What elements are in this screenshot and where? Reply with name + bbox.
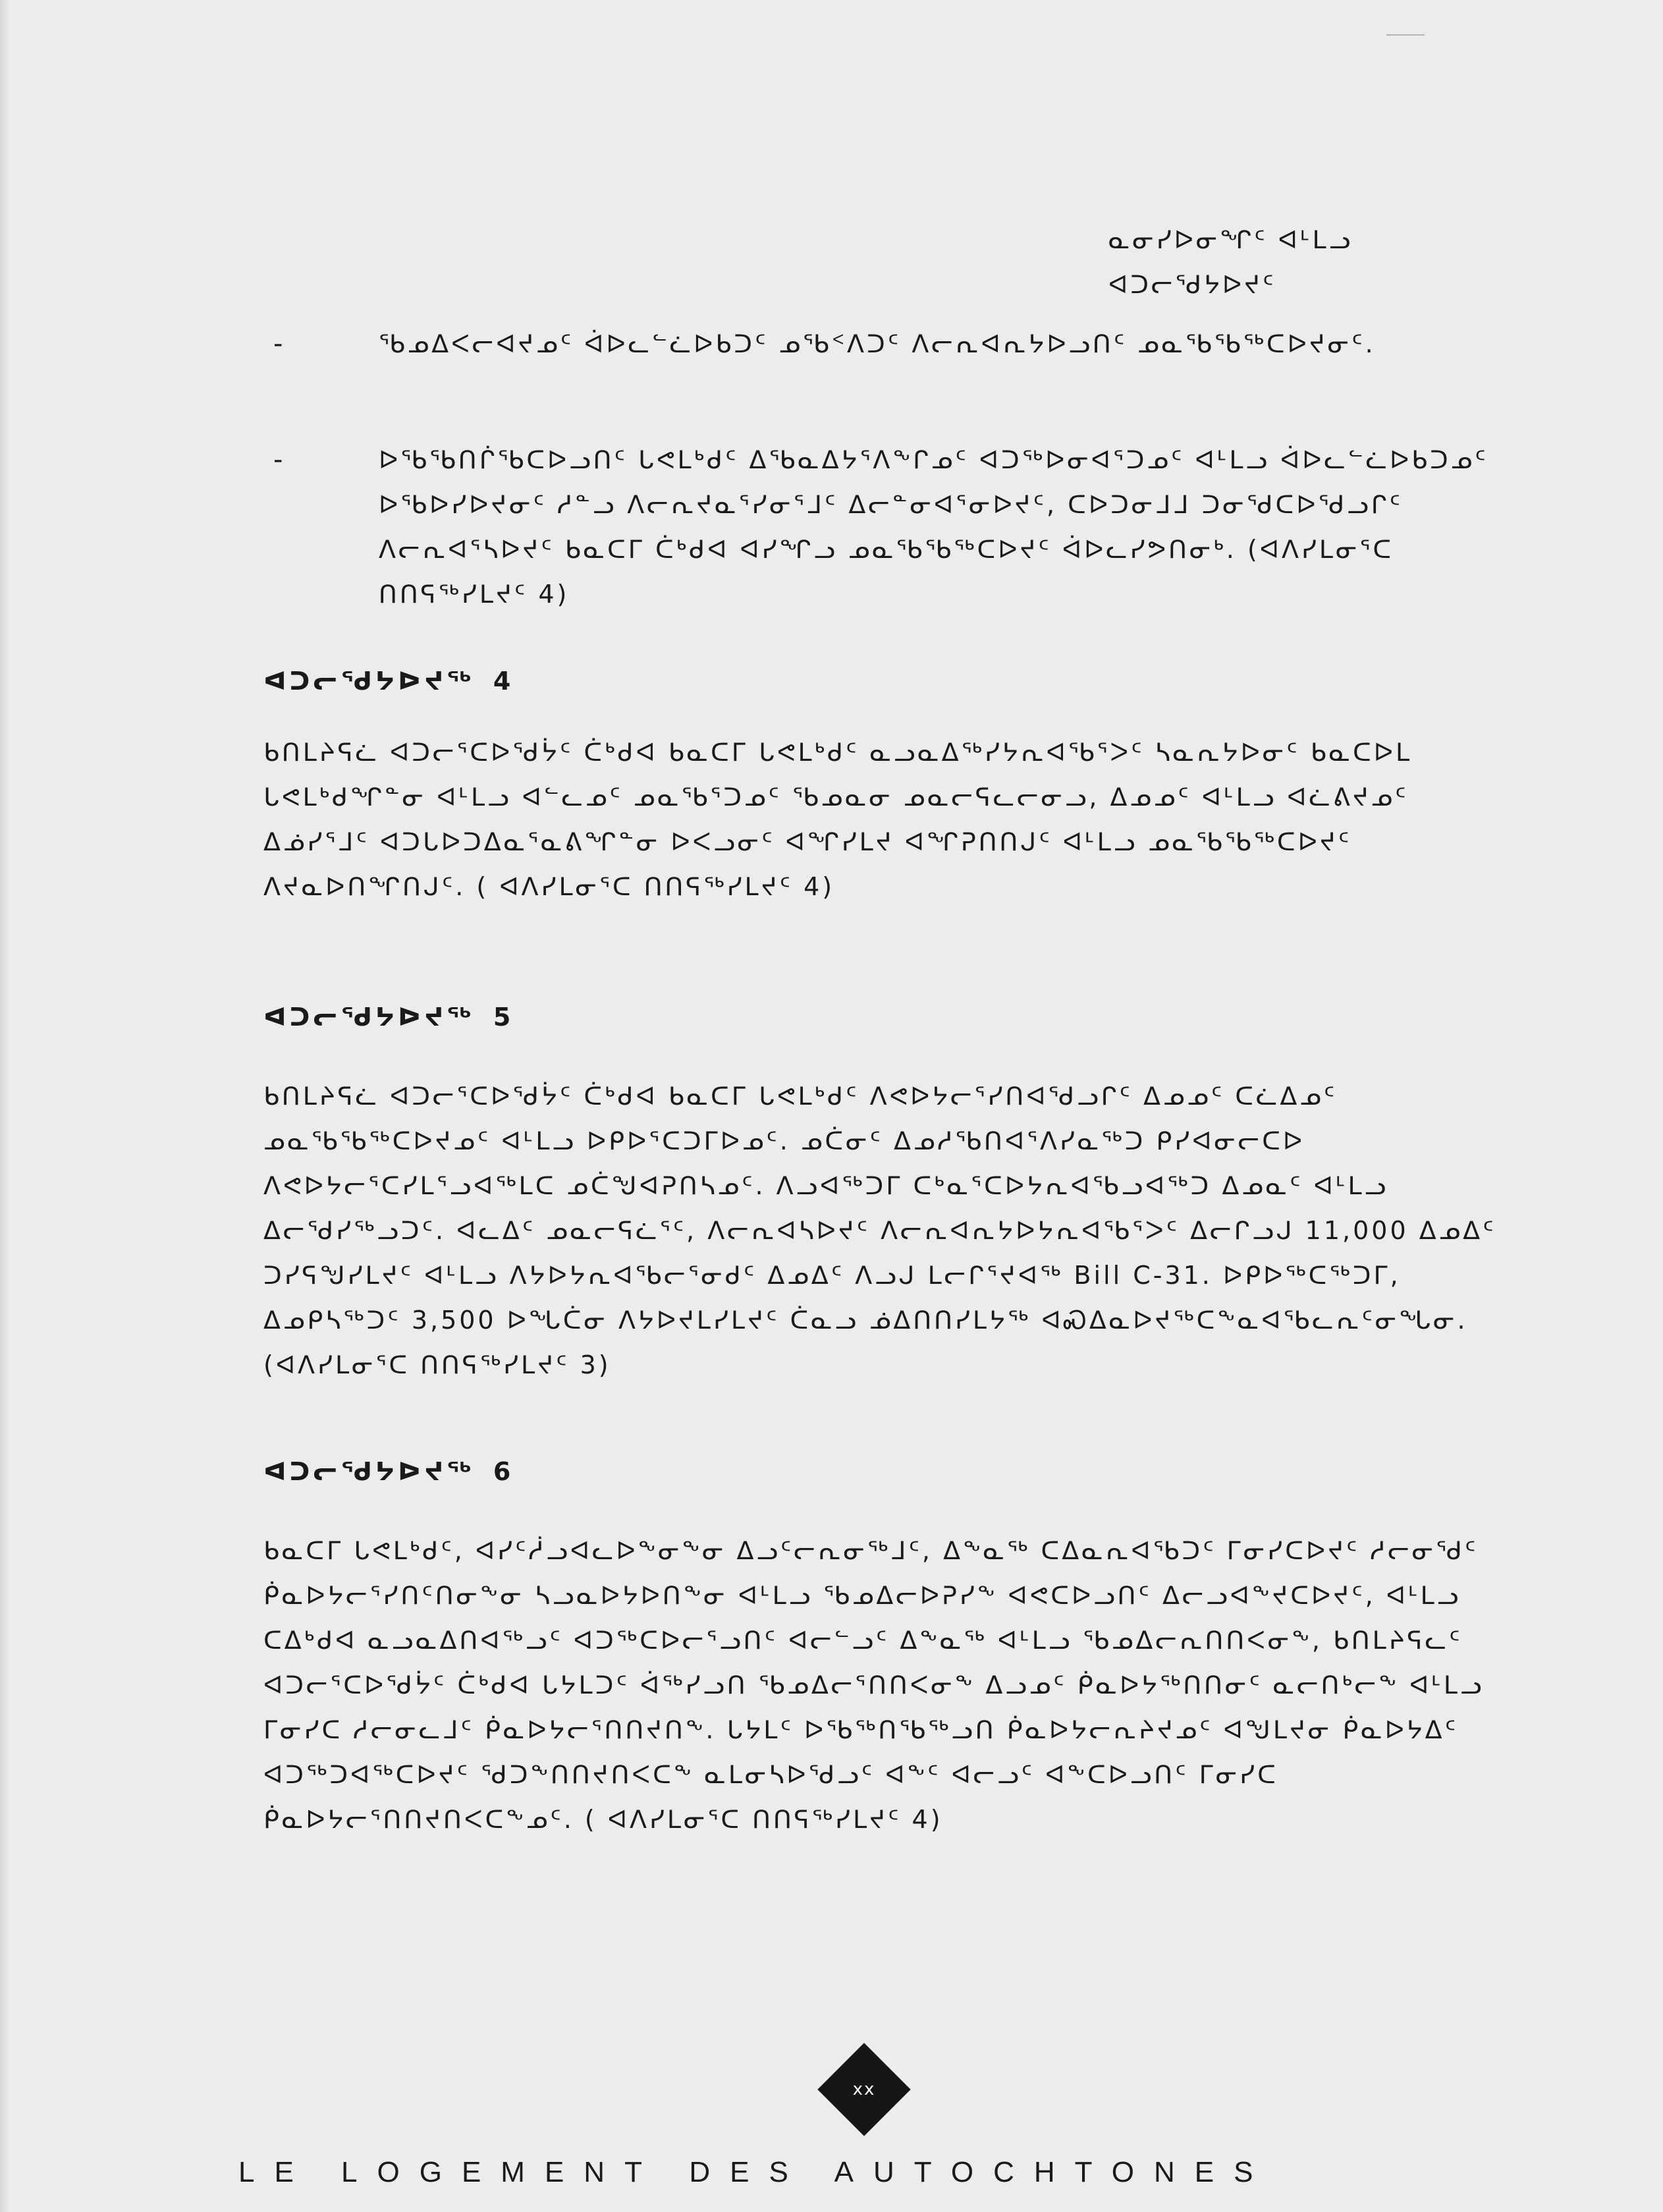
section-header <box>1108 217 1451 307</box>
bullet-dash: - <box>273 445 283 475</box>
page-number: xx <box>852 2080 876 2099</box>
header-line-2: ᐊᑐᓕᖁᔭᐅᔪᑦ <box>1108 270 1276 299</box>
heading-label: ᐊᑐᓕᖁᔭᐅᔪᖅ <box>263 1003 475 1032</box>
heading-number: 5 <box>493 1003 514 1032</box>
recommendation-heading <box>263 659 514 704</box>
heading-label: ᐊᑐᓕᖁᔭᐅᔪᖅ <box>263 1457 475 1486</box>
heading-label: ᐊᑐᓕᖁᔭᐅᔪᖅ <box>263 667 475 696</box>
recommendation-heading <box>263 995 514 1039</box>
bullet-dash: - <box>273 329 283 359</box>
recommendation-paragraph: ᑲᑎᒪᔨᕋᓛ ᐊᑐᓕᕐᑕᐅᖁᔮᑦ ᑖᒃᑯᐊ ᑲᓇᑕᒥ ᒐᕙᒪᒃᑯᑦ ᐱᕙᐅᔭᓕᕐᓯᑎᐊᖁᓗᒋᑦ ᐃᓄᓄᑦ ᑕᓛᐃᓄᑦ ᓄᓇᖃᖃᖅᑕᐅᔪᓄᑦ ᐊᒻᒪᓗ ᐅᑭᐅᕐᑕᑐᒥᐅᓄᑦ. ᓄᑖᓂᑦ ᐃᓄᓱᖃᑎᐊᕐᐱᓯᓇᖅᑐ ᑭᓯᐊᓂᓕᑕᐅ ᐱᕙᐅᔭᓕᕐᑕᓯᒪᕐᓗᐊᖅᒪᑕ ᓄᑖᖑᐊᕈᑎᓴᓄᑦ. ᐱᓗᐊᖅᑐᒥ ᑕᒃᓇᕐᑕᐅᔭᕆᐊᖃᓗᐊᖅᑐ ᐃᓄᓇᑦ ᐊᒻᒪᓗ ᐃᓕᖁᓯᖅᓗᑐᑦ. ᐊᓚᐃᑦ ᓄᓇᓕᕋᓛᕐᑦ, ᐱᓕᕆᐊᓴᐅᔪᑦ ᐱᓕᕆᐊᕆᔭᐅᔭᕆᐊᖃᕐᐳᑦ ᐃᓕᒋᓗᒍ 11,000 ᐃᓄᐃᑦ ᑐᓯᕋᖑᓯᒪᔪᑦ ᐊᒻᒪᓗ ᐱᔭᐅᔭᕆᐊᖃᓕᕐᓂᑯᑦ ᐃᓄᐃᑦ ᐱᓗᒍ ᒪᓕᒋᕐᔪᐊᖅ Bill C-31. ᐅᑭᐅᖅᑕᖅᑐᒥ, ᐃᓄᑭᓴᖅᑐᑦ 3,500 ᐅᖓᑖᓂ ᐱᔭᐅᔪᒪᓯᒪᔪᑦ ᑖᓇᓗ ᓅᐃᑎᑎᓯᒪᔭᖅ ᐊᏍᐃᓇᐅᔪᖅᑕᖕᓇᐊᖃᓚᕆᑦᓂᖓᓂ. (ᐊᐱᓯᒪᓂᕐᑕ ᑎᑎᕋᖅᓯᒪᔪᑦ 3) <box>263 1082 1496 1379</box>
recommendation-paragraph: ᑲᓇᑕᒥ ᒐᕙᒪᒃᑯᑦ, ᐊᓯᑦᓲᓗᐊᓚᐅᖕᓂᖕᓂ ᐃᓗᑦᓕᕆᓂᖅᒧᑦ, ᐃᖕᓇᖅ ᑕᐃᓇᕆᐊᖃᑐᑦ ᒥᓂᓯᑕᐅᔪᑦ ᓱᓕᓂᖁᑦ ᑮᓇᐅᔭᓕᕐᓯᑎᑦᑎᓂᖕᓂ ᓴᓗᓇᐅᔭᐅᑎᖕᓂ ᐊᒻᒪᓗ ᖃᓄᐃᓕᐅᕈᓯᖕ ᐊᕙᑕᐅᓗᑎᑦ ᐃᓕᓗᐊᖕᔪᑕᐅᔪᑦ, ᐊᒻᒪᓗ ᑕᐃᒃᑯᐊ ᓇᓗᓇᐃᑎᐊᖅᓗᑦ ᐊᑐᖅᑕᐅᓕᕐᓗᑎᑦ ᐊᓕᓪᓗᑦ ᐃᖕᓇᖅ ᐊᒻᒪᓗ ᖃᓄᐃᓕᕆᑎᑎᐸᓂᖕ, ᑲᑎᒪᔨᕋᓚᑦ ᐊᑐᓕᕐᑕᐅᖁᔮᑦ ᑖᒃᑯᐊ ᒐᔭᒪᑐᑦ ᐋᖅᓯᓗᑎ ᖃᓄᐃᓕᕐᑎᑎᐸᓂᖕ ᐃᓗᓄᑦ ᑮᓇᐅᔭᖅᑎᑎᓂᑦ ᓇᓕᑎᒃᓕᖕ ᐊᒻᒪᓗ ᒥᓂᓯᑕ ᓱᓕᓂᓚᒧᑦ ᑮᓇᐅᔭᓕᕐᑎᑎᔪᑎᖕ. ᒐᔭᒪᑦ ᐅᖃᖅᑎᖃᖅᓗᑎ ᑮᓇᐅᔭᓕᕆᔨᔪᓄᑦ ᐊᖑᒪᔪᓂ ᑮᓇᐅᔭᐃᑦ ᐊᑐᖅᑐᐊᖅᑕᐅᔪᑦ ᖁᑐᖕᑎᑎᔪᑎᐸᑕᖕ ᓇᒪᓂᓴᐅᖁᓗᑦ ᐊᖕᑦ ᐊᓕᓗᑦ ᐊᖕᑕᐅᓗᑎᑦ ᒥᓂᓯᑕ ᑮᓇᐅᔭᓕᕐᑎᑎᔪᑎᐸᑕᖕᓄᑦ. ( ᐊᐱᓯᒪᓂᕐᑕ ᑎᑎᕋᖅᓯᒪᔪᑦ 4) <box>263 1536 1485 1834</box>
running-footer: LE LOGEMENT DES AUTOCHTONES <box>238 2156 1273 2188</box>
bullet-text: ᖃᓄᐃᐸᓕᐊᔪᓄᑦ ᐋᐅᓚᓪᓛᐅᑲᑐᑦ ᓄᖃᑉᐱᑐᑦ ᐱᓕᕆᐊᕆᔭᐅᓗᑎᑦ ᓄᓇᖃᖃᖅᑕᐅᔪᓂᑦ. <box>379 329 1376 358</box>
bullet-text: ᐅᖃᖃᑎᒌᖃᑕᐅᓗᑎᑦ ᒐᕙᒪᒃᑯᑦ ᐃᖃᓇᐃᔭᕐᐱᖕᒋᓄᑦ ᐊᑐᖅᐅᓂᐊᕐᑐᓄᑦ ᐊᒻᒪᓗ ᐋᐅᓚᓪᓛᐅᑲᑐᓄᑦ ᐅᖃᐅᓯᐅᔪᓂᑦ ᓱᓐᓗ ᐱᓕᕆᔪᓇᕐᓯᓂᕐᒧᑦ ᐃᓕᓐᓂᐊᕐᓂᐅᔪᑦ, ᑕᐅᑐᓂᒧᒧ ᑐᓂᖁᑕᐅᖁᓗᒋᑦ ᐱᓕᕆᐊᕐᓴᐅᔪᑦ ᑲᓇᑕᒥ ᑖᒃᑯᐊ ᐊᓯᖏᓗ ᓄᓇᖃᖃᖅᑕᐅᔪᑦ ᐋᐅᓚᓯᕗᑎᓂᒃ. (ᐊᐱᓯᒪᓂᕐᑕ ᑎᑎᕋᖅᓯᒪᔪᑦ 4) <box>379 445 1488 609</box>
header-line-1: ᓇᓂᓯᐅᓂᖏᑦ ᐊᒻᒪᓗ <box>1108 225 1353 254</box>
scan-mark <box>1386 34 1425 36</box>
scan-edge <box>0 0 9 2212</box>
heading-number: 6 <box>493 1457 514 1486</box>
heading-number: 4 <box>493 667 514 696</box>
recommendation-paragraph: ᑲᑎᒪᔨᕋᓛ ᐊᑐᓕᕐᑕᐅᖁᔮᑦ ᑖᒃᑯᐊ ᑲᓇᑕᒥ ᒐᕙᒪᒃᑯᑦ ᓇᓗᓇᐃᖅᓯᔭᕆᐊᖃᕐᐳᑦ ᓴᓇᕆᔭᐅᓂᑦ ᑲᓇᑕᐅᒪ ᒐᕙᒪᒃᑯᖏᓐᓂ ᐊᒻᒪᓗ ᐊᓪᓚᓄᑦ ᓄᓇᖃᕐᑐᓄᑦ ᖃᓄᓇᓂ ᓄᓇᓕᕋᓚᓕᓂᓗ, ᐃᓄᓄᑦ ᐊᒻᒪᓗ ᐊᓛᕕᔪᓄᑦ ᐃᓅᓯᕐᒧᑦ ᐊᑐᒐᐅᑐᐃᓇᕐᓇᕕᖏᓐᓂ ᐅᐸᓗᓂᑦ ᐊᖏᓯᒪᔪ ᐊᖏᕈᑎᑎᒍᑦ ᐊᒻᒪᓗ ᓄᓇᖃᖃᖅᑕᐅᔪᑦ ᐱᔪᓇᐅᑎᖏᑎᒍᑦ. ( ᐊᐱᓯᒪᓂᕐᑕ ᑎᑎᕋᖅᓯᒪᔪᑦ 4) <box>263 738 1413 901</box>
recommendation-heading <box>263 1449 514 1494</box>
